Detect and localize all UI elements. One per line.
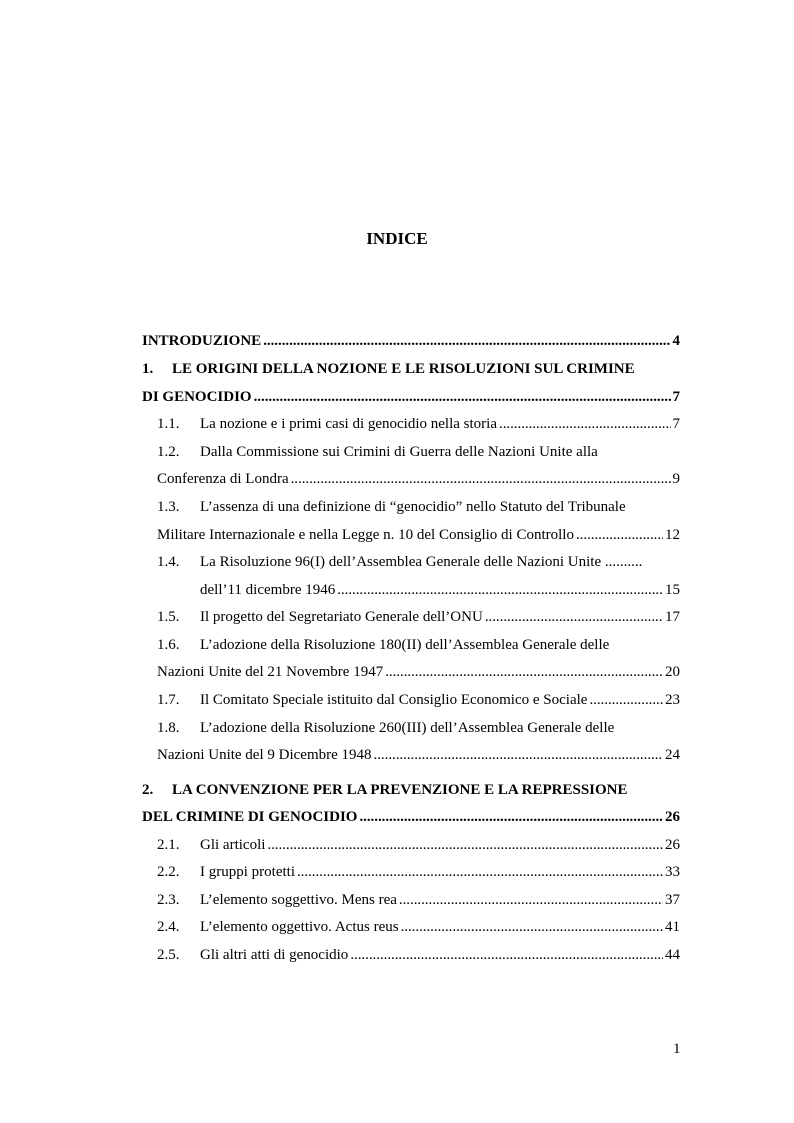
toc-chapter-title-line1: LE ORIGINI DELLA NOZIONE E LE RISOLUZIONI SUL CRIMINE [172, 361, 635, 377]
toc-section-number: 2.5. [157, 947, 180, 963]
toc-section-title: I gruppi protetti [200, 864, 295, 880]
toc-section-number: 1.3. [157, 499, 180, 515]
toc-section-title: L’elemento oggettivo. Actus reus [200, 919, 399, 935]
toc-section-1-5[interactable] [157, 607, 680, 627]
toc-section-number: 1.7. [157, 692, 180, 708]
dot-leader [374, 745, 663, 765]
toc-page-number: 41 [665, 919, 680, 935]
toc-chapter-number: 2. [142, 782, 154, 798]
toc-section-1-4[interactable] [157, 552, 680, 572]
toc-section-title-line1: L’assenza di una definizione di “genocidio” nello Statuto del Tribunale [200, 499, 626, 515]
toc-section-title-line1: Dalla Commissione sui Crimini di Guerra delle Nazioni Unite alla [200, 444, 598, 460]
dot-leader [576, 525, 663, 545]
toc-section-title-line2: Militare Internazionale e nella Legge n. 10 del Consiglio di Controllo [157, 527, 574, 543]
toc-section-number: 2.4. [157, 919, 180, 935]
toc-page-number: 20 [665, 664, 680, 680]
toc-section-1-2-continued[interactable] [157, 469, 680, 489]
toc-chapter-1-continued[interactable] [142, 387, 680, 407]
toc-section-title-line2: Nazioni Unite del 21 Novembre 1947 [157, 664, 384, 680]
toc-page-number: 15 [665, 582, 680, 598]
toc-page-number: 44 [665, 947, 680, 963]
toc-chapter-title-line1: LA CONVENZIONE PER LA PREVENZIONE E LA REPRESSIONE [172, 782, 628, 798]
toc-entry-label: INTRODUZIONE [142, 333, 262, 349]
toc-section-1-1[interactable] [157, 414, 680, 434]
toc-section-number: 1.1. [157, 416, 180, 432]
toc-section-number: 1.8. [157, 720, 180, 736]
toc-page-number: 24 [665, 747, 680, 763]
dot-leader [589, 690, 663, 710]
toc-section-title-line1: La Risoluzione 96(I) dell’Assemblea Generale delle Nazioni Unite .......... [200, 554, 643, 570]
toc-section-2-2[interactable] [157, 862, 680, 882]
toc-page-number: 26 [665, 809, 680, 825]
dot-leader [499, 414, 671, 434]
page-number: 1 [673, 1041, 681, 1057]
toc-entry-introduzione[interactable] [142, 331, 680, 351]
dot-leader [254, 387, 671, 407]
toc-chapter-2-continued[interactable] [142, 807, 680, 827]
dot-leader [297, 862, 663, 882]
dot-leader [401, 917, 663, 937]
dot-leader [359, 807, 663, 827]
toc-section-2-3[interactable] [157, 890, 680, 910]
toc-chapter-2[interactable] [142, 780, 680, 800]
toc-section-title-line2: Nazioni Unite del 9 Dicembre 1948 [157, 747, 372, 763]
toc-section-title-line2: dell’11 dicembre 1946 [200, 582, 336, 598]
dot-leader [267, 835, 663, 855]
toc-section-1-3[interactable] [157, 497, 680, 517]
toc-chapter-title-line2: DI GENOCIDIO [142, 389, 252, 405]
toc-section-1-6-continued[interactable] [157, 662, 680, 682]
toc-section-2-1[interactable] [157, 835, 680, 855]
toc-section-number: 2.1. [157, 837, 180, 853]
toc-chapter-1[interactable] [142, 359, 680, 379]
toc-section-title: L’elemento soggettivo. Mens rea [200, 892, 397, 908]
dot-leader [337, 580, 663, 600]
dot-leader [385, 662, 663, 682]
toc-chapter-number: 1. [142, 361, 154, 377]
toc-section-1-4-continued[interactable] [200, 580, 680, 600]
toc-section-title: La nozione e i primi casi di genocidio nella storia [200, 416, 497, 432]
toc-section-number: 2.3. [157, 892, 180, 908]
dot-leader [263, 331, 670, 351]
toc-page-number: 26 [665, 837, 680, 853]
toc-page-number: 9 [672, 471, 680, 487]
toc-section-number: 2.2. [157, 864, 180, 880]
toc-page-number: 17 [665, 609, 680, 625]
toc-section-1-8[interactable] [157, 718, 680, 738]
toc-page-number: 12 [665, 527, 680, 543]
toc-section-number: 1.6. [157, 637, 180, 653]
toc-page-number: 7 [672, 389, 680, 405]
dot-leader [291, 469, 671, 489]
toc-page-number: 7 [672, 416, 680, 432]
dot-leader [350, 945, 663, 965]
toc-chapter-title-line2: DEL CRIMINE DI GENOCIDIO [142, 809, 358, 825]
dot-leader [485, 607, 663, 627]
toc-section-title: Gli articoli [200, 837, 266, 853]
toc-section-title: Il progetto del Segretariato Generale dell’ONU [200, 609, 483, 625]
page-title: INDICE [366, 229, 428, 248]
toc-page-number: 37 [665, 892, 680, 908]
toc-section-number: 1.5. [157, 609, 180, 625]
toc-section-title-line1: L’adozione della Risoluzione 180(II) dell’Assemblea Generale delle [200, 637, 610, 653]
toc-section-title: Il Comitato Speciale istituito dal Consiglio Economico e Sociale [200, 692, 588, 708]
toc-section-2-5[interactable] [157, 945, 680, 965]
dot-leader [399, 890, 663, 910]
toc-section-2-4[interactable] [157, 917, 680, 937]
toc-page-number: 4 [672, 333, 680, 349]
toc-section-number: 1.2. [157, 444, 180, 460]
toc-page-number: 23 [665, 692, 680, 708]
toc-section-1-2[interactable] [157, 442, 680, 462]
toc-section-1-8-continued[interactable] [157, 745, 680, 765]
toc-section-1-6[interactable] [157, 635, 680, 655]
toc-section-1-7[interactable] [157, 690, 680, 710]
toc-page-number: 33 [665, 864, 680, 880]
toc-section-1-3-continued[interactable] [157, 525, 680, 545]
toc-section-title-line2: Conferenza di Londra [157, 471, 289, 487]
toc-section-title: Gli altri atti di genocidio [200, 947, 349, 963]
toc-section-number: 1.4. [157, 554, 180, 570]
toc-section-title-line1: L’adozione della Risoluzione 260(III) dell’Assemblea Generale delle [200, 720, 615, 736]
